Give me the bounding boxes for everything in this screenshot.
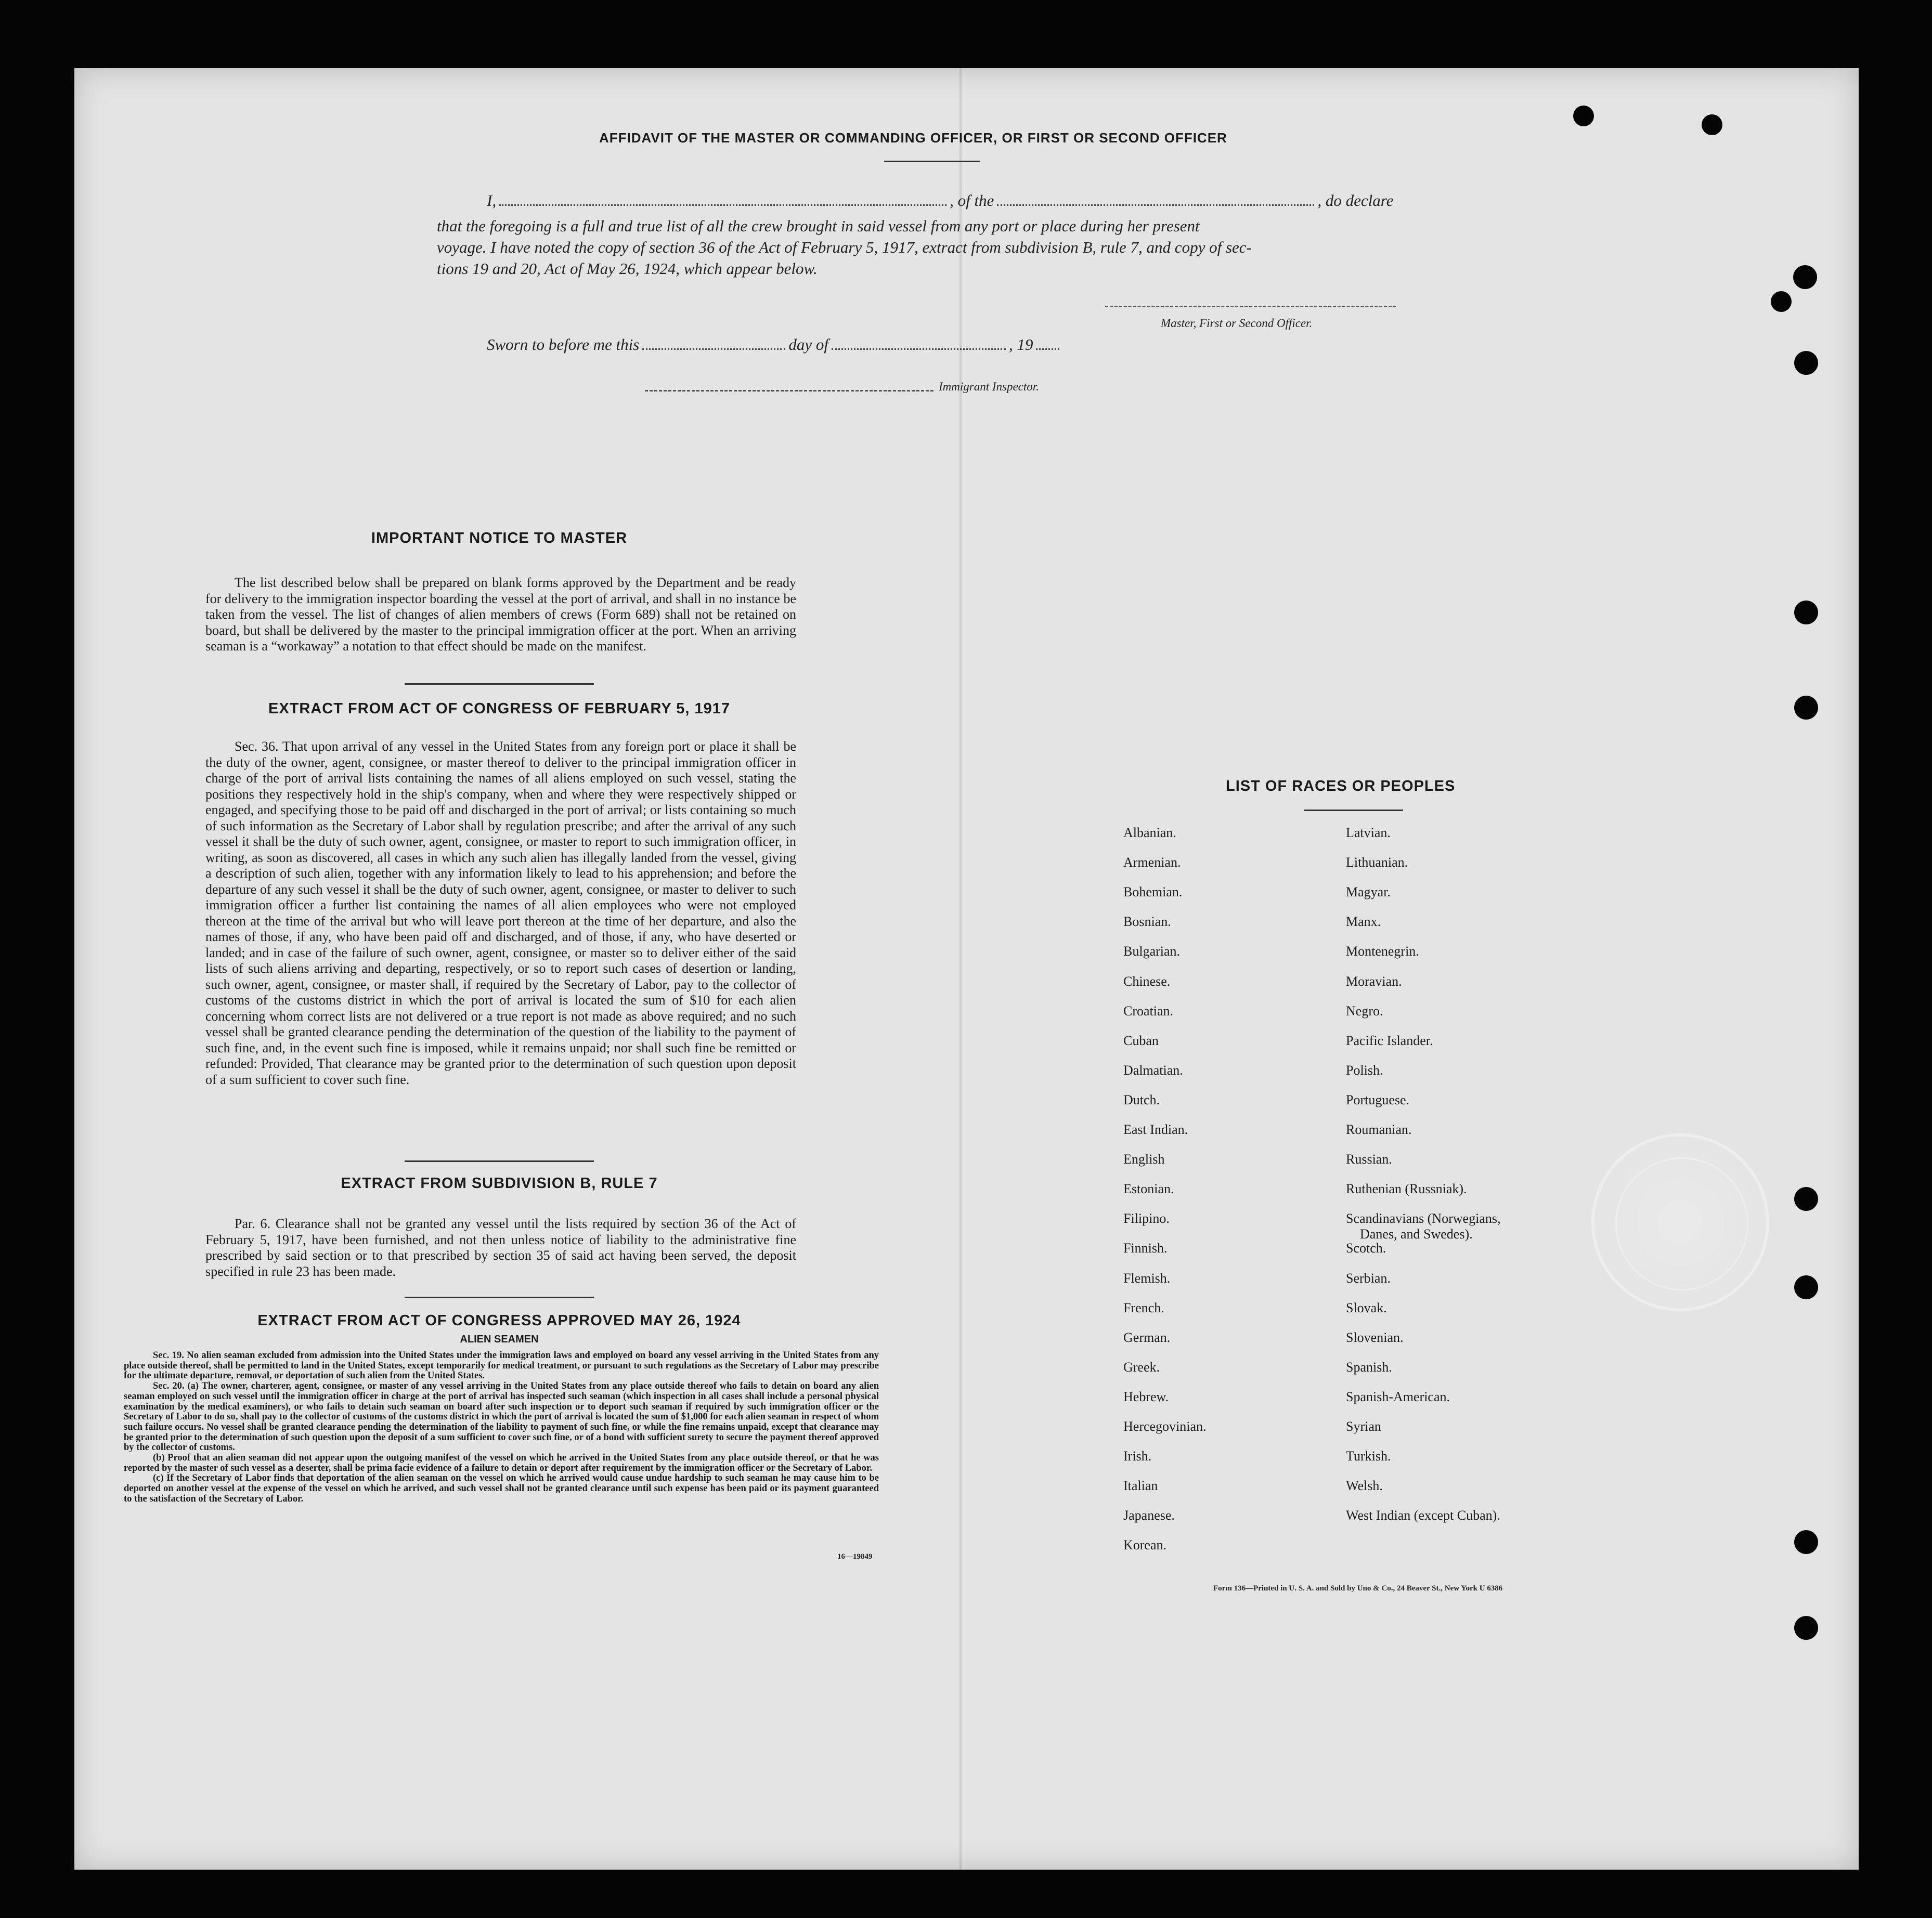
race-item: Armenian. — [1123, 855, 1181, 870]
affidavit-do-declare: , do declare — [1317, 191, 1394, 210]
race-item: Korean. — [1123, 1537, 1167, 1553]
sec-20c-text: (c) If the Secretary of Labor finds that deportation of the alien seaman on the vessel on which he arrived would cause undue hardship to such seaman he may cause him to be deported on another vessel at the expense of the vessel on which he arrived, and such vessel shall not be granted clearance until such expense has been paid or its payment guaranteed to the satisfaction of the Secretary of Labor. — [124, 1473, 879, 1504]
race-item: Hercegovinian. — [1123, 1419, 1207, 1434]
race-item: Albanian. — [1123, 825, 1176, 840]
form-footer: Form 136—Printed in U. S. A. and Sold by Uno & Co., 24 Beaver St., New York U 6386 — [1213, 1584, 1503, 1593]
notice-text: The list described below shall be prepared on blank forms approved by the Department and be ready for delivery to the immigration inspector boarding the vessel at the port of arrival, and shall in no instance be taken from the vessel. The list of changes of alien members of crews (Form 689) shall not be retained on board, but shall be delivered by the master to the principal immigration officer at the port. When an arriving seaman is a “workaway” a notation to that effect should be made on the manifest. — [205, 575, 796, 654]
punch-hole — [1771, 291, 1792, 312]
race-item: Montenegrin. — [1346, 944, 1419, 959]
extract-1924-body — [124, 1351, 879, 1505]
race-item: Polish. — [1346, 1062, 1383, 1078]
divider — [405, 683, 594, 685]
race-item: Japanese. — [1123, 1508, 1175, 1523]
race-item: Lithuanian. — [1346, 855, 1408, 870]
punch-hole — [1794, 1275, 1818, 1299]
race-item: Turkish. — [1346, 1449, 1391, 1464]
race-item: German. — [1123, 1329, 1171, 1345]
race-item: Filipino. — [1123, 1211, 1170, 1227]
race-item: Slovenian. — [1346, 1329, 1404, 1345]
race-item: Portuguese. — [1346, 1092, 1410, 1107]
year-blank[interactable] — [1036, 346, 1059, 350]
race-item: Welsh. — [1346, 1478, 1383, 1494]
master-label: Master, First or Second Officer. — [1161, 317, 1313, 330]
race-item: Dutch. — [1123, 1092, 1160, 1107]
punch-hole — [1794, 1187, 1818, 1211]
punch-hole — [1702, 114, 1722, 135]
affidavit-line-4: tions 19 and 20, Act of May 26, 1924, which appear below. — [437, 259, 818, 278]
punch-hole — [1794, 351, 1818, 375]
month-blank[interactable] — [832, 346, 1006, 350]
race-item: Bosnian. — [1123, 914, 1171, 930]
affidavit-line-2: that the foregoing is a full and true list of all the crew brought in said vessel from any port or place during her present — [437, 217, 1200, 235]
race-item: Estonian. — [1123, 1181, 1174, 1197]
extract-1917-body — [205, 739, 796, 1088]
race-item: Bulgarian. — [1123, 944, 1181, 959]
race-item: Moravian. — [1346, 973, 1402, 989]
affidavit-line-1 — [487, 190, 1393, 211]
race-item: Danes, and Swedes). — [1360, 1227, 1473, 1242]
name-blank[interactable] — [499, 202, 946, 206]
race-item: English — [1123, 1152, 1165, 1167]
races-title: LIST OF RACES OR PEOPLES — [1226, 778, 1456, 794]
race-item: Ruthenian (Russniak). — [1346, 1181, 1467, 1197]
day-blank[interactable] — [642, 346, 785, 350]
race-item: French. — [1123, 1300, 1164, 1315]
divider — [884, 161, 980, 162]
embossed-seal — [1591, 1133, 1769, 1311]
race-item: Bohemian. — [1123, 884, 1183, 900]
race-item: Serbian. — [1346, 1270, 1391, 1286]
day-of-text: day of — [788, 335, 828, 354]
alien-seamen-subtitle: ALIEN SEAMEN — [460, 1334, 539, 1345]
race-item: Pacific Islander. — [1346, 1033, 1433, 1048]
race-item: Russian. — [1346, 1152, 1392, 1167]
punch-hole — [1794, 601, 1818, 624]
race-item: Dalmatian. — [1123, 1062, 1183, 1078]
race-item: Roumanian. — [1346, 1122, 1412, 1137]
race-item: Slovak. — [1346, 1300, 1387, 1315]
race-item: Finnish. — [1123, 1241, 1168, 1256]
race-item: Spanish-American. — [1346, 1389, 1450, 1404]
rule-7-text: Par. 6. Clearance shall not be granted any vessel until the lists required by section 36 of the Act of February 5, 1917, have been furnished, and not then unless notice of liability to the administrative fine prescribed by said section or to that prescribed by section 35 of said act having been served, the deposit specified in rule 23 has been made. — [205, 1216, 796, 1279]
sworn-line — [487, 334, 1062, 355]
punch-hole — [1793, 265, 1817, 289]
rule-7-title: EXTRACT FROM SUBDIVISION B, RULE 7 — [341, 1175, 658, 1192]
notice-title: IMPORTANT NOTICE TO MASTER — [371, 530, 628, 546]
punch-hole — [1794, 1616, 1818, 1640]
affidavit-of-the: , of the — [950, 191, 994, 210]
sec-20a-text: Sec. 20. (a) The owner, charterer, agent, consignee, or master of any vessel arriving in the United States from any place outside thereof who fails to detain on board any alien seaman employed on such vessel until the immigration officer in charge at the port of arrival has inspected such seaman (which inspection in all cases shall include a personal physical examination by the medical examiners), or who fails to detain such seaman on board after such inspection or to deport such seaman if required by such immigration officer or the Secretary of Labor to do so, shall pay to the collector of customs of the customs district in which the port of arrival is located the sum of $1,000 for each alien seaman in respect of whom such failure occurs. No vessel shall be granted clearance pending the determination of the liability to payment of such fine, or while the fine remains unpaid, except that clearance may be granted prior to the determination of such question upon the deposit of a sum sufficient to cover such fine, or of a bond with sufficient surety to secure the payment thereof approved by the collector of customs. — [124, 1381, 879, 1453]
inspector-label: Immigrant Inspector. — [939, 380, 1039, 393]
affidavit-line-3: voyage. I have noted the copy of section 36 of the Act of February 5, 1917, extract from subdivision B, rule 7, and copy of sec- — [437, 238, 1252, 256]
punch-hole — [1794, 696, 1818, 720]
race-item: Negro. — [1346, 1003, 1383, 1019]
race-item: Irish. — [1123, 1449, 1152, 1464]
race-item: East Indian. — [1123, 1122, 1188, 1137]
master-signature-blank[interactable] — [1105, 306, 1396, 307]
year-text: , 19 — [1008, 335, 1033, 354]
vessel-blank[interactable] — [997, 202, 1314, 206]
race-item: Scotch. — [1346, 1241, 1386, 1256]
sec-19-text: Sec. 19. No alien seaman excluded from admission into the United States under the immigration laws and employed on board any vessel arriving in the United States from any place outside thereof, shall be permitted to land in the United States, except temporarily for medical treatment, or pursuant to such regulations as the Secretary of Labor may prescribe for the ultimate departure, removal, or deportation of such alien from the United States. — [124, 1350, 879, 1381]
race-item: Hebrew. — [1123, 1389, 1169, 1404]
race-item: Chinese. — [1123, 973, 1171, 989]
notice-body — [205, 575, 796, 655]
race-item: Spanish. — [1346, 1359, 1392, 1375]
extract-1917-title: EXTRACT FROM ACT OF CONGRESS OF FEBRUARY 5, 1917 — [268, 700, 731, 717]
race-item: Magyar. — [1346, 884, 1391, 900]
punch-hole — [1573, 106, 1594, 126]
divider — [405, 1160, 594, 1162]
affidavit-heading: AFFIDAVIT OF THE MASTER OR COMMANDING OFFICER, OR FIRST OR SECOND OFFICER — [599, 130, 1227, 146]
affidavit-i: I, — [487, 191, 497, 210]
inspector-signature-blank[interactable] — [645, 390, 933, 392]
race-item: Flemish. — [1123, 1270, 1171, 1286]
punch-hole — [1794, 1530, 1818, 1554]
rule-7-body — [205, 1216, 796, 1280]
race-item: Scandinavians (Norwegians, — [1346, 1211, 1501, 1227]
divider — [1304, 810, 1403, 811]
extract-1924-title: EXTRACT FROM ACT OF CONGRESS APPROVED MAY 26, 1924 — [257, 1312, 741, 1329]
race-item: Croatian. — [1123, 1003, 1174, 1019]
race-item: Latvian. — [1346, 825, 1391, 840]
extract-1917-text: Sec. 36. That upon arrival of any vessel in the United States from any foreign port or place it shall be the duty of the owner, agent, consignee, or master thereof to deliver to the principal immigration officer in charge of the port of arrival lists containing the names of all aliens employed on such vessel, stating the positions they respectively hold in the ship's company, when and where they were respectively shipped or engaged, and specifying those to be paid off and discharged in the port of arrival; or lists containing so much of such information as the Secretary of Labor shall by regulation prescribe; and after the arrival of any such vessel it shall be the duty of such owner, agent, consignee, or master to report to such immigration officer, in writing, as soon as discovered, all cases in which any such alien has illegally landed from the vessel, giving a description of such alien, together with any information likely to lead to his apprehension; and before the departure of any such vessel it shall be the duty of such owner, agent, consignee, or master to deliver to such immigration officer a further list containing the names of all alien employees who were not employed thereon at the time of the arrival but who will leave port thereon at the time of her departure, and also the names of those, if any, who have been paid off and discharged, and of those, if any, who have deserted or landed; and in case of the failure of such owner, agent, consignee, or master so to deliver either of the said lists of such aliens arriving and departing, respectively, or so to report such cases of desertion or landing, such owner, agent, consignee, or master shall, if required by the Secretary of Labor, pay to the collector of customs of the customs district in which the port of arrival is located the sum of $10 for each alien concerning whom correct lists are not delivered or a true report is not made as above required; and no such vessel shall be granted clearance pending the determination of the question of the liability to the payment of such fine, and, in the event such fine is imposed, while it remains unpaid; nor shall such fine be remitted or refunded: Provided, That clearance may be granted prior to the determination of such question upon deposit of a sum sufficient to cover such fine. — [205, 739, 796, 1087]
race-item: Cuban — [1123, 1033, 1159, 1048]
race-item: Italian — [1123, 1478, 1158, 1494]
divider — [405, 1297, 594, 1298]
race-item: Syrian — [1346, 1419, 1381, 1434]
race-item: Greek. — [1123, 1359, 1160, 1375]
print-code: 16—19849 — [837, 1552, 873, 1561]
race-item: Manx. — [1346, 914, 1381, 930]
sec-20b-text: (b) Proof that an alien seaman did not appear upon the outgoing manifest of the vessel on which he arrived in the United States from any place outside thereof, or that he was reported by the master of such vessel as a deserter, shall be prima facie evidence of a failure to detain or deport after requirement by the immigration officer or the Secretary of Labor. — [124, 1453, 879, 1473]
sworn-text: Sworn to before me this — [487, 335, 640, 354]
race-item: West Indian (except Cuban). — [1346, 1508, 1500, 1523]
